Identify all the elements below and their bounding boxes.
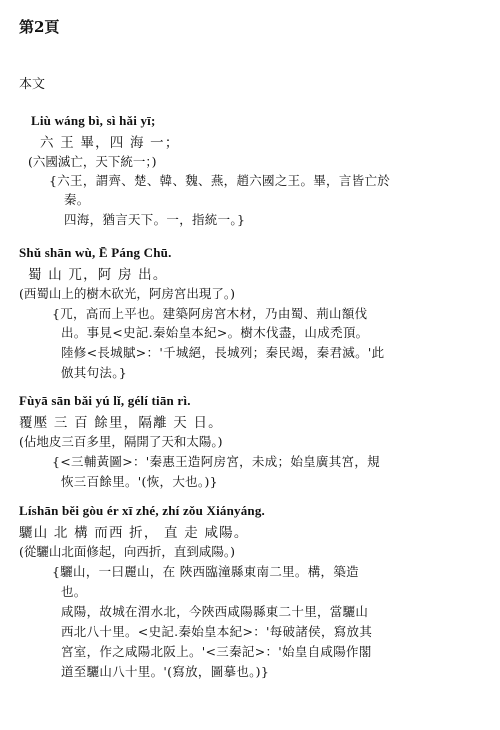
passage-1-note-line: 四海，猶言天下。一，指統一。} [64,212,246,227]
passage-2-translation: (西蜀山上的樹木砍光，阿房宮出現了。) [19,286,236,301]
passage-3-original: 覆壓 三 百 餘里，隔離 天 日。 [19,415,223,431]
passage-2-note-line: 陸修<長城賦>：'千城絕，長城列；秦民竭，秦君滅。'此 [61,345,385,360]
passage-4-original: 驪山 北 構 而西 折， 直 走 咸陽。 [19,525,249,541]
passage-4-note-line: 也。 [61,584,87,599]
passage-1-pinyin: Liù wáng bì, sì hǎi yī; [31,113,156,128]
passage-2-pinyin: Shǔ shān wù, Ē Páng Chū. [19,245,172,260]
passage-3-translation: (佔地皮三百多里，隔開了天和太陽。) [19,434,223,449]
passage-2-note-line: {兀，高而上平也。建築阿房宮木材，乃由蜀、荊山額伐 [52,306,368,321]
passage-3-note-line: {<三輔黃圖>：'秦惠王造阿房宮，未成；始皇廣其宮，規 [52,454,380,469]
section-heading: 本文 [19,77,46,92]
passage-4-translation: (從驪山北面修起，向西折，直到咸陽。) [19,544,236,559]
passage-4-note-line: 道至驪山八十里。'(寫放，圖摹也。)} [61,664,270,679]
passage-4-note-line: 宮室，作之咸陽北阪上。'<三秦記>：'始皇自咸陽作閣 [61,644,372,659]
passage-4-pinyin: Líshān běi gòu ér xī zhé, zhí zǒu Xiányáng. [19,503,266,518]
passage-1-note-line: {六王，謂齊、楚、韓、魏、燕，趙六國之王。畢，言皆亡於 [49,173,391,188]
passage-4-note-line: 咸陽，故城在渭水北，今陜西咸陽縣東二十里，當驪山 [61,604,369,619]
passage-2-note-line: 出。事見<史記.秦始皇本紀>。樹木伐盡，山成禿頂。 [61,325,369,340]
passage-3-pinyin: Fùyā sān bǎi yú lǐ, gélí tiān rì. [19,393,191,408]
passage-2-note-line: 倣其句法。} [61,365,128,380]
passage-2-original: 蜀 山 兀，阿 房 出。 [28,267,168,283]
passage-1-note-line: 秦。 [64,192,90,207]
passage-1-original: 六 王 畢，四 海 一； [40,135,180,151]
passage-4-note-line: {驪山，一曰麗山，在 陜西臨潼縣東南二里。構，築造 [52,564,359,579]
passage-4-note-line: 西北八十里。<史記.秦始皇本紀>：'每破諸侯，寫放其 [61,624,373,639]
passage-1-translation: (六國滅亡，天下統一；) [28,154,157,169]
page-number: 第2頁 [19,18,60,36]
passage-3-note-line: 恢三百餘里。'(恢，大也。)} [61,474,218,489]
